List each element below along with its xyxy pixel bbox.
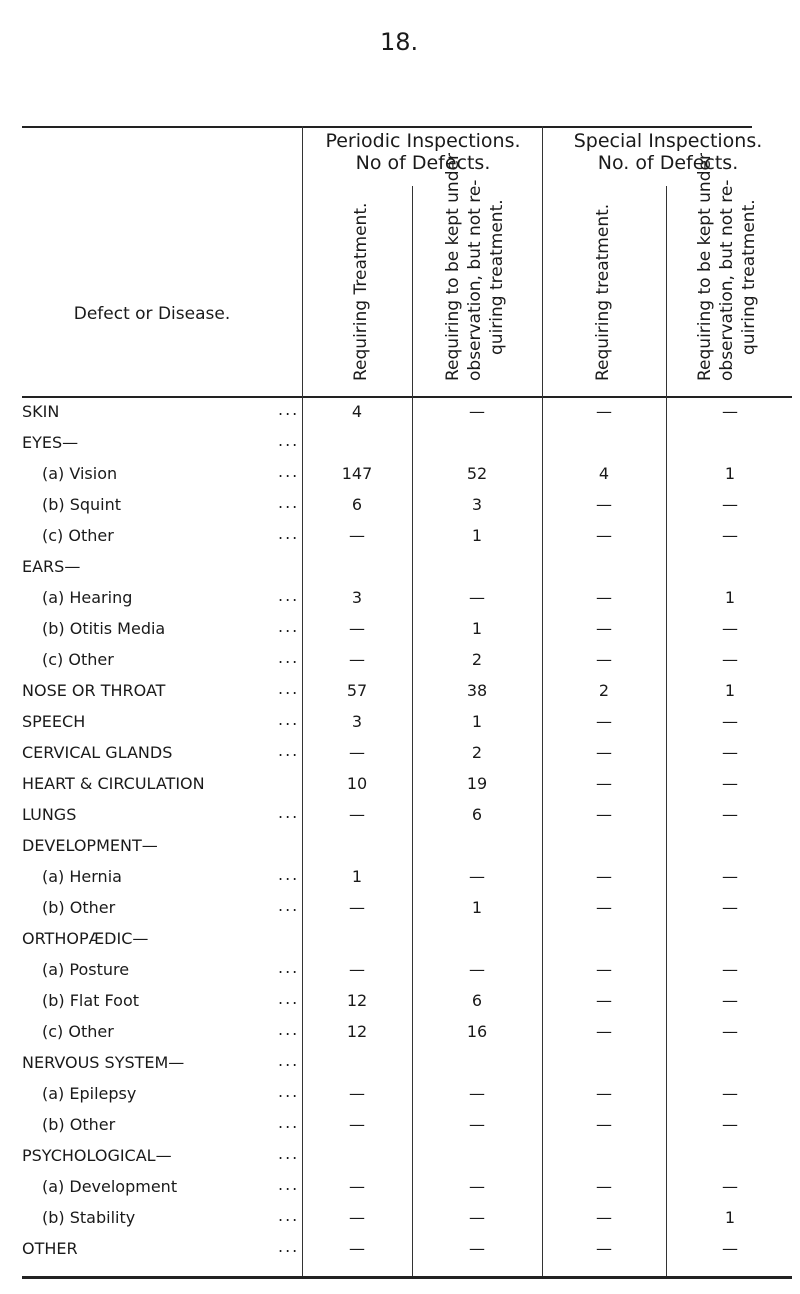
table-cell: 1 (471, 712, 483, 731)
leader-dots: ... (278, 989, 300, 1008)
table-cell: — (469, 1239, 485, 1258)
table-row (22, 774, 792, 802)
table-cell: — (722, 805, 738, 824)
table-cell: — (469, 867, 485, 886)
table-row (22, 619, 792, 647)
table-cell: — (349, 805, 365, 824)
table-cell: — (349, 1208, 365, 1227)
table-cell: 3 (351, 588, 363, 607)
table-cell: — (596, 1208, 612, 1227)
table-cell: 1 (471, 898, 483, 917)
leader-dots: ... (278, 493, 300, 512)
table-cell: 52 (466, 464, 488, 483)
table-cell: 57 (346, 681, 368, 700)
leader-dots: ... (278, 462, 300, 481)
table-cell: 16 (466, 1022, 488, 1041)
table-cell: — (349, 743, 365, 762)
table-cell: — (349, 1177, 365, 1196)
row-label: NERVOUS SYSTEM— (22, 1053, 185, 1072)
table-cell: 1 (471, 619, 483, 638)
leader-dots: ... (278, 400, 300, 419)
col-header-periodic-observation: Requiring to be kept under observation, but not re- quiring treatment. (443, 153, 507, 381)
table-cell: 1 (724, 588, 736, 607)
table-cell: — (596, 1022, 612, 1041)
table-cell: 1 (351, 867, 363, 886)
leader-dots: ... (278, 1237, 300, 1256)
table-cell: — (349, 1115, 365, 1134)
row-label: (c) Other (42, 1022, 114, 1041)
table-cell: — (722, 774, 738, 793)
row-label: DEVELOPMENT— (22, 836, 158, 855)
table-cell: — (722, 495, 738, 514)
table-cell: — (722, 1115, 738, 1134)
table-cell: — (722, 526, 738, 545)
special-inspections-header: Special Inspections. No. of Defects. (573, 130, 763, 174)
table-cell: — (469, 1115, 485, 1134)
row-label: (b) Flat Foot (42, 991, 140, 1010)
table-row (22, 867, 792, 895)
header-rule (22, 396, 792, 398)
table-cell: — (349, 619, 365, 638)
table-row (22, 650, 792, 678)
table-cell: — (596, 805, 612, 824)
table-row (22, 433, 792, 461)
table-cell: — (349, 526, 365, 545)
col-header-special-observation: Requiring to be kept under observation, but not re- quiring treatment. (695, 153, 759, 381)
col-header-periodic-treatment: Requiring Treatment. (351, 202, 371, 381)
table-cell: — (722, 1239, 738, 1258)
leader-dots: ... (278, 617, 300, 636)
table-cell: 1 (724, 1208, 736, 1227)
col-header-special-treatment: Requiring treatment. (593, 203, 613, 381)
row-label: (a) Vision (42, 464, 118, 483)
row-label: (b) Otitis Media (42, 619, 166, 638)
table-cell: 6 (351, 495, 363, 514)
page-number: 18. (380, 28, 419, 56)
table-cell: — (469, 588, 485, 607)
table-cell: 10 (346, 774, 368, 793)
table-cell: 6 (471, 991, 483, 1010)
table-cell: — (596, 774, 612, 793)
row-label: EARS— (22, 557, 81, 576)
table-cell: 2 (471, 743, 483, 762)
row-label: EYES— (22, 433, 79, 452)
leader-dots: ... (278, 586, 300, 605)
table-row (22, 1053, 792, 1081)
table-row (22, 1146, 792, 1174)
row-label: (a) Epilepsy (42, 1084, 137, 1103)
table-cell: — (469, 402, 485, 421)
table-cell: — (722, 712, 738, 731)
table-row (22, 1208, 792, 1236)
row-label: (a) Posture (42, 960, 130, 979)
leader-dots: ... (278, 431, 300, 450)
row-label: (c) Other (42, 526, 114, 545)
table-row (22, 1115, 792, 1143)
table-cell: — (349, 960, 365, 979)
table-cell: — (722, 402, 738, 421)
table-cell: — (722, 867, 738, 886)
leader-dots: ... (278, 896, 300, 915)
table-cell: — (722, 1084, 738, 1103)
table-cell: — (596, 1115, 612, 1134)
table-cell: — (596, 991, 612, 1010)
row-label: (b) Other (42, 898, 116, 917)
table-cell: — (596, 526, 612, 545)
table-cell: — (596, 402, 612, 421)
table-cell: — (722, 1022, 738, 1041)
table-cell: — (596, 960, 612, 979)
table-row (22, 712, 792, 740)
table-cell: 3 (351, 712, 363, 731)
table-cell: — (596, 588, 612, 607)
row-label: CERVICAL GLANDS (22, 743, 173, 762)
table-cell: — (596, 650, 612, 669)
row-label: (b) Squint (42, 495, 122, 514)
table-cell: — (469, 960, 485, 979)
table-cell: 1 (724, 681, 736, 700)
leader-dots: ... (278, 1113, 300, 1132)
row-label: HEART & CIRCULATION (22, 774, 205, 793)
row-label: (a) Development (42, 1177, 178, 1196)
table-cell: 19 (466, 774, 488, 793)
leader-dots: ... (278, 648, 300, 667)
table-cell: 4 (351, 402, 363, 421)
table-cell: 6 (471, 805, 483, 824)
table-cell: — (722, 898, 738, 917)
table-row (22, 898, 792, 926)
table-cell: 1 (724, 464, 736, 483)
row-label: SPEECH (22, 712, 86, 731)
table-row (22, 588, 792, 616)
table-row (22, 1239, 792, 1267)
leader-dots: ... (278, 1144, 300, 1163)
table-cell: — (596, 1084, 612, 1103)
table-cell: — (596, 619, 612, 638)
table-cell: — (596, 743, 612, 762)
table-row (22, 991, 792, 1019)
table-cell: — (596, 1177, 612, 1196)
table-cell: — (596, 898, 612, 917)
leader-dots: ... (278, 741, 300, 760)
table-cell: 147 (341, 464, 373, 483)
table-cell: 3 (471, 495, 483, 514)
defect-or-disease-header: Defect or Disease. (73, 304, 231, 324)
table-row (22, 1177, 792, 1205)
leader-dots: ... (278, 679, 300, 698)
table-cell: — (722, 743, 738, 762)
table-row (22, 681, 792, 709)
table-row (22, 929, 792, 957)
leader-dots: ... (278, 803, 300, 822)
bottom-rule (22, 1276, 792, 1279)
table-cell: — (596, 867, 612, 886)
table-cell: 38 (466, 681, 488, 700)
table-cell: — (596, 495, 612, 514)
table-cell: — (469, 1177, 485, 1196)
periodic-inspections-header: Periodic Inspections. No of Defects. (325, 130, 521, 174)
table-cell: 2 (598, 681, 610, 700)
row-label: (a) Hearing (42, 588, 133, 607)
table-cell: — (596, 1239, 612, 1258)
table-cell: — (349, 898, 365, 917)
row-label: OTHER (22, 1239, 78, 1258)
table-cell: 4 (598, 464, 610, 483)
row-label: ORTHOPÆDIC— (22, 929, 149, 948)
row-label: SKIN (22, 402, 60, 421)
table-row (22, 960, 792, 988)
table-cell: — (722, 619, 738, 638)
table-cell: — (469, 1084, 485, 1103)
table-row (22, 495, 792, 523)
row-label: PSYCHOLOGICAL— (22, 1146, 172, 1165)
leader-dots: ... (278, 958, 300, 977)
leader-dots: ... (278, 1082, 300, 1101)
table-cell: — (722, 991, 738, 1010)
table-row (22, 402, 792, 430)
table-cell: — (349, 650, 365, 669)
table-cell: — (722, 650, 738, 669)
row-label: NOSE OR THROAT (22, 681, 166, 700)
row-label: (b) Other (42, 1115, 116, 1134)
table-row (22, 464, 792, 492)
table-cell: 12 (346, 1022, 368, 1041)
row-label: (c) Other (42, 650, 114, 669)
table-cell: 12 (346, 991, 368, 1010)
table-row (22, 557, 792, 585)
leader-dots: ... (278, 1051, 300, 1070)
table-cell: — (722, 960, 738, 979)
table-cell: — (349, 1239, 365, 1258)
table-row (22, 1022, 792, 1050)
leader-dots: ... (278, 1206, 300, 1225)
leader-dots: ... (278, 1175, 300, 1194)
table-row (22, 526, 792, 554)
table-cell: — (722, 1177, 738, 1196)
table-cell: — (349, 1084, 365, 1103)
row-label: (b) Stability (42, 1208, 136, 1227)
row-label: LUNGS (22, 805, 77, 824)
leader-dots: ... (278, 710, 300, 729)
leader-dots: ... (278, 865, 300, 884)
table-row (22, 743, 792, 771)
table-cell: 1 (471, 526, 483, 545)
table-cell: — (469, 1208, 485, 1227)
table-row (22, 805, 792, 833)
table-row (22, 1084, 792, 1112)
table-row (22, 836, 792, 864)
leader-dots: ... (278, 524, 300, 543)
leader-dots: ... (278, 1020, 300, 1039)
row-label: (a) Hernia (42, 867, 122, 886)
table-cell: — (596, 712, 612, 731)
top-rule (22, 126, 752, 128)
table-cell: 2 (471, 650, 483, 669)
